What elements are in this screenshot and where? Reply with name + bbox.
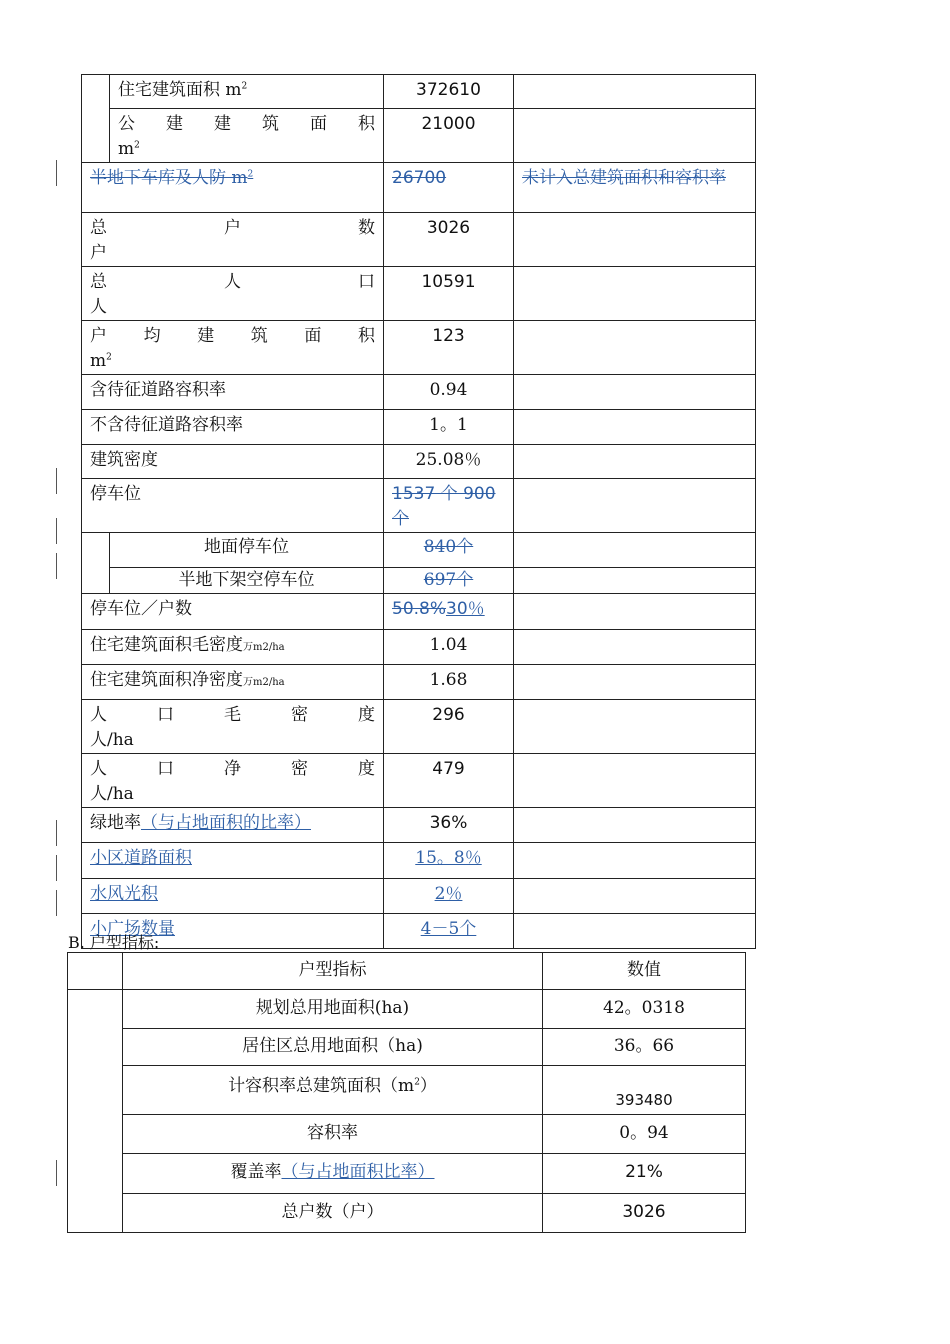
row-label: [82, 843, 384, 879]
table-row: [68, 990, 746, 1029]
row-note: [514, 843, 756, 879]
spread-label: 人 口 净 密 度: [90, 759, 375, 779]
row-label: 含待征道路容积率: [82, 375, 384, 410]
row-value: [384, 843, 514, 879]
row-value: 1.04: [384, 630, 514, 665]
row-note: [514, 109, 756, 163]
row-note: [514, 321, 756, 375]
label-text: 绿地率: [90, 813, 141, 833]
table-row: [68, 1115, 746, 1154]
row-label: 不含待征道路容积率: [82, 410, 384, 445]
label-text: 住宅建筑面积净密度: [90, 670, 243, 690]
table-row: [82, 375, 756, 410]
row-note: [514, 479, 756, 533]
row-label: [123, 1154, 543, 1194]
row-note: [514, 568, 756, 594]
row-note: [514, 410, 756, 445]
row-note: [514, 630, 756, 665]
row-value: 840个: [384, 533, 514, 568]
row-label: 户 均 建 筑 面 积 $m^2$: [82, 321, 384, 375]
row-value: 36%: [384, 808, 514, 843]
table-row: [82, 213, 756, 267]
inserted-value: 30％: [446, 599, 485, 619]
row-value: 10591: [384, 267, 514, 321]
table-row: [82, 914, 756, 949]
table-row: [82, 700, 756, 754]
row-value: [384, 914, 514, 949]
row-note: [514, 375, 756, 410]
change-bar: [56, 160, 57, 186]
spread-label: 总 人 口: [90, 272, 375, 292]
label-text: 计容积率总建筑面积（m: [228, 1076, 415, 1096]
inserted-text: （与占地面积的比率）: [141, 813, 311, 833]
row-label: 人 口 净 密 度 人/ha: [82, 754, 384, 808]
header-indicator: 户型指标: [123, 953, 543, 990]
unit-text: 万m2/ha: [243, 642, 285, 653]
row-value: 1537 个 900个: [384, 479, 514, 533]
table-row: [68, 1066, 746, 1115]
row-label: 半地下架空停车位: [110, 568, 384, 594]
spread-label: 公 建 建 筑 面 积: [118, 114, 375, 134]
table-row: [82, 109, 756, 163]
row-value: [384, 594, 514, 630]
spread-label: 户 均 建 筑 面 积: [90, 326, 375, 346]
row-label: 人 口 毛 密 度 人/ha: [82, 700, 384, 754]
row-label: [82, 630, 384, 665]
table-row: [82, 75, 756, 109]
superscript: 2: [134, 140, 140, 151]
change-bar: [56, 890, 57, 916]
row-note: [514, 879, 756, 914]
table-row: [68, 1154, 746, 1194]
table-row: [82, 594, 756, 630]
inserted-text: 水风光积: [90, 884, 158, 904]
inserted-value: 2％: [434, 884, 463, 904]
row-value: 0.94: [384, 375, 514, 410]
label-text: 半地下车库及人防 m: [90, 168, 248, 188]
table-row: [82, 879, 756, 914]
table-row: [82, 630, 756, 665]
row-value: [384, 879, 514, 914]
change-bar: [56, 518, 57, 544]
table-row: [82, 754, 756, 808]
label-end: ）: [419, 1076, 437, 1096]
row-note: [514, 914, 756, 949]
row-value: 479: [384, 754, 514, 808]
row-note: [514, 445, 756, 479]
row-label: [123, 1066, 543, 1115]
unit-text: 万m2/ha: [243, 677, 285, 688]
row-value: 21%: [543, 1154, 746, 1194]
row-label: [82, 163, 384, 213]
row-note: 未计入总建筑面积和容积率: [514, 163, 756, 213]
section-b-title: B. 户型指标:: [68, 933, 160, 952]
row-value: 697个: [384, 568, 514, 594]
row-value: 123: [384, 321, 514, 375]
change-bar: [56, 855, 57, 881]
row-value: 26700: [384, 163, 514, 213]
row-label: 停车位: [82, 479, 384, 533]
row-note: [514, 213, 756, 267]
row-note: [514, 594, 756, 630]
change-bar: [56, 1160, 57, 1186]
row-value: 3026: [384, 213, 514, 267]
deleted-value: 50.8%: [392, 599, 447, 619]
header-blank: [68, 953, 123, 990]
row-note: [514, 267, 756, 321]
table-row: [82, 321, 756, 375]
row-note: [514, 665, 756, 700]
table-row: [82, 410, 756, 445]
superscript: 2: [247, 169, 254, 180]
row-label: [82, 808, 384, 843]
indent-cell: [68, 990, 123, 1233]
row-label: 停车位／户数: [82, 594, 384, 630]
row-label: 总 户 数 户: [82, 213, 384, 267]
table-row: [82, 533, 756, 568]
table-row: [68, 1029, 746, 1066]
spread-label: 人 口 毛 密 度: [90, 705, 375, 725]
row-label: [82, 665, 384, 700]
row-value: 1.68: [384, 665, 514, 700]
superscript: 2: [241, 81, 248, 92]
row-label: 规划总用地面积(ha): [123, 990, 543, 1029]
inserted-value: 15。8％: [415, 848, 482, 868]
table-row: [82, 267, 756, 321]
planning-indicators-table: [81, 74, 756, 949]
inserted-text: 小区道路面积: [90, 848, 192, 868]
row-label: 总 人 口 人: [82, 267, 384, 321]
row-value: 296: [384, 700, 514, 754]
indent-cell: [82, 533, 110, 594]
row-label: 总户数（户）: [123, 1194, 543, 1233]
change-bar: [56, 820, 57, 846]
table-row: [82, 568, 756, 594]
row-label: 容积率: [123, 1115, 543, 1154]
row-value: 3026: [543, 1194, 746, 1233]
row-value: 1。1: [384, 410, 514, 445]
label-text: 住宅建筑面积 m: [118, 80, 242, 100]
indent-cell: [82, 75, 110, 163]
superscript: 2: [414, 1077, 420, 1088]
table-row: [82, 665, 756, 700]
table-row: [82, 163, 756, 213]
row-label: 地面停车位: [110, 533, 384, 568]
row-note: [514, 808, 756, 843]
inserted-text: （与占地面积比率）: [281, 1162, 435, 1182]
row-label: [110, 75, 384, 109]
row-value: 393480: [543, 1066, 746, 1115]
table-row: [82, 445, 756, 479]
row-label: 居住区总用地面积（ha): [123, 1029, 543, 1066]
spread-label: 总 户 数: [90, 218, 375, 238]
row-label: 公 建 建 筑 面 积 $m^2$: [110, 109, 384, 163]
label-text: 住宅建筑面积毛密度: [90, 635, 243, 655]
row-note: [514, 533, 756, 568]
label-text: 覆盖率: [230, 1162, 282, 1182]
row-note: [514, 754, 756, 808]
inserted-text: 小广场数量: [90, 919, 175, 939]
change-bar: [56, 468, 57, 494]
row-label: [82, 879, 384, 914]
inserted-value: 4－5个: [420, 919, 477, 939]
table-row: [82, 479, 756, 533]
row-value: 25.08％: [384, 445, 514, 479]
row-value: 372610: [384, 75, 514, 109]
table-row: [82, 843, 756, 879]
row-value: 42。0318: [543, 990, 746, 1029]
row-label: 建筑密度: [82, 445, 384, 479]
table-header-row: [68, 953, 746, 990]
row-value: 36。66: [543, 1029, 746, 1066]
row-value: 0。94: [543, 1115, 746, 1154]
row-value: 21000: [384, 109, 514, 163]
superscript: 2: [106, 352, 112, 363]
table-row: [82, 808, 756, 843]
header-value: 数值: [543, 953, 746, 990]
change-bar: [56, 553, 57, 579]
row-note: [514, 75, 756, 109]
table-row: [68, 1194, 746, 1233]
row-note: [514, 700, 756, 754]
unit-type-table: [67, 952, 746, 1233]
